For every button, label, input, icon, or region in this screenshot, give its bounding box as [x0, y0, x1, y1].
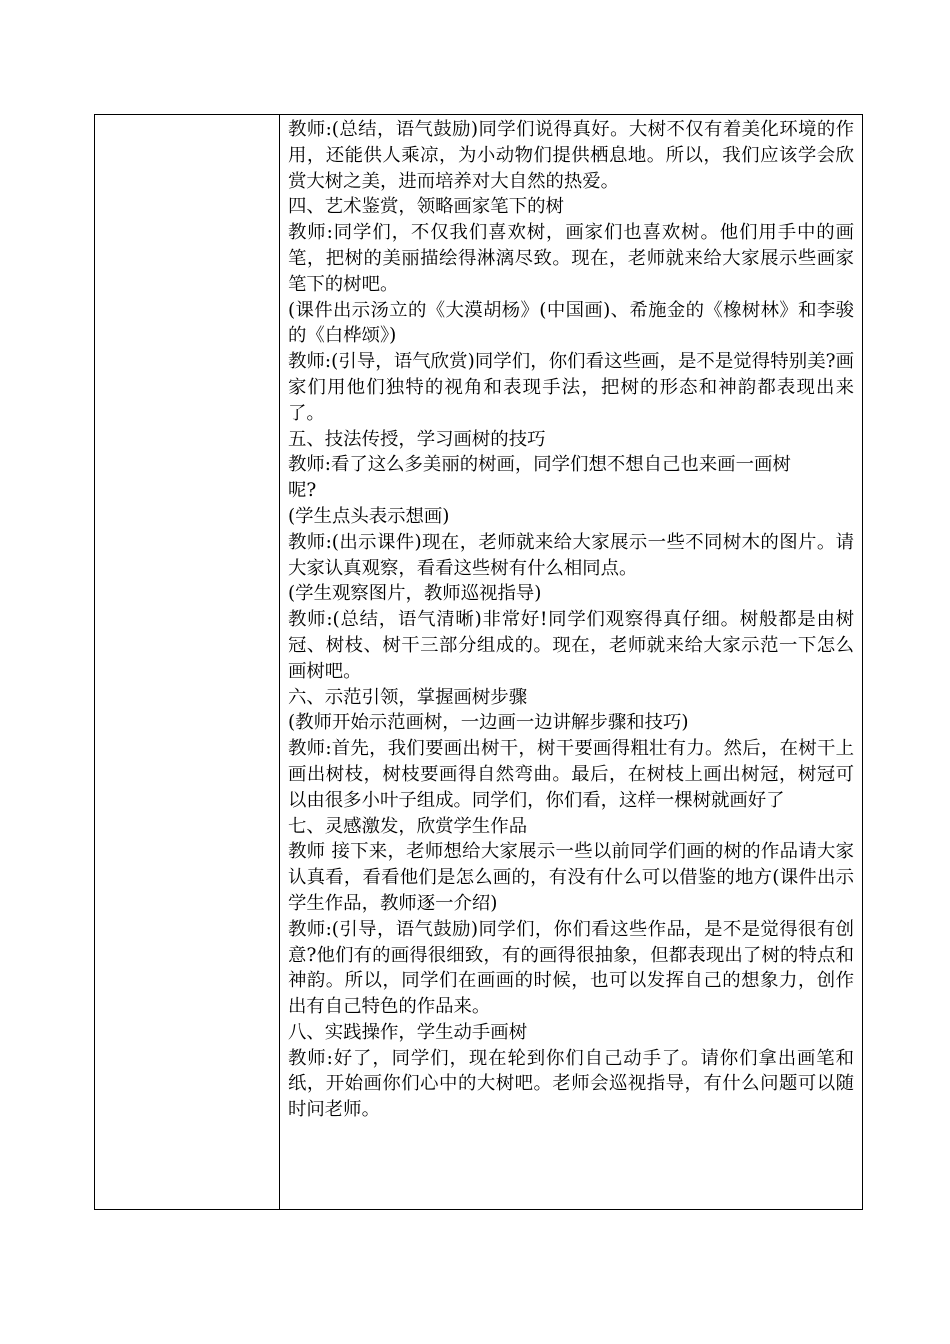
teacher-paragraph: 教师:首先，我们要画出树干，树干要画得粗壮有力。然后，在树干上画出树枝，树枝要画得自然弯曲。最后，在树枝上画出树冠，树冠可以由很多小叶子组成。同学们，你们看，这样一棵树就画好了 — [288, 738, 854, 811]
teacher-paragraph: 教师:(出示课件)现在，老师就来给大家展示一些不同树木的图片。请大家认真观察，看看这些树有什么相同点。 — [288, 531, 854, 579]
student-action-note: (学生观察图片，教师巡视指导) — [288, 583, 542, 605]
teacher-paragraph: 教师:(总结，语气清晰)非常好!同学们观察得真仔细。树般都是由树冠、树枝、树干三部分组成的。现在，老师就来给大家示范一下怎么画树吧。 — [288, 609, 854, 682]
lesson-content — [280, 115, 862, 1123]
table-row — [95, 115, 863, 1210]
teacher-paragraph: 教师 接下来，老师想给大家展示一些以前同学们画的树的作品请大家认真看，看看他们是怎么画的，有没有什么可以借鉴的地方(课件出示学生作品，教师逐一介绍) — [288, 841, 854, 914]
section-heading: 五、技法传授，学习画树的技巧 — [288, 428, 546, 450]
section-heading: 八、实践操作，学生动手画树 — [288, 1021, 528, 1043]
teacher-paragraph: 教师:(引导，语气鼓励)同学们，你们看这些作品，是不是觉得很有创意?他们有的画得很细致，有的画得很抽象，但都表现出了树的特点和神韵。所以，同学们在画画的时候，也可以发挥自己的想象力，创作出有自己特色的作品来。 — [288, 918, 854, 1018]
lesson-content-cell — [280, 115, 863, 1210]
section-heading: 七、灵感激发，欣赏学生作品 — [288, 815, 528, 837]
teacher-action-note: (教师开始示范画树，一边画一边讲解步骤和技巧) — [288, 712, 689, 734]
student-action-note: (学生点头表示想画) — [288, 505, 450, 527]
section-heading: 四、艺术鉴赏，领略画家笔下的树 — [288, 196, 564, 218]
teacher-paragraph: 教师:(引导，语气欣赏)同学们，你们看这些画，是不是觉得特别美?画家们用他们独特的视角和表现手法，把树的形态和神韵都表现出来了。 — [288, 351, 854, 424]
teacher-paragraph: 教师:好了，同学们，现在轮到你们自己动手了。请你们拿出画笔和纸，开始画你们心中的大树吧。老师会巡视指导，有什么问题可以随时问老师。 — [288, 1047, 854, 1121]
left-column-cell — [95, 115, 280, 1210]
teacher-paragraph: 教师:看了这么多美丽的树画，同学们想不想自己也来画一画树 — [288, 454, 791, 476]
section-heading: 六、示范引领，掌握画树步骤 — [288, 686, 528, 708]
lesson-plan-table — [94, 114, 863, 1210]
teacher-paragraph: 教师:同学们，不仅我们喜欢树，画家们也喜欢树。他们用手中的画笔，把树的美丽描绘得淋漓尽致。现在，老师就来给大家展示些画家笔下的树吧。 — [288, 222, 854, 295]
teacher-paragraph-continuation: 呢? — [288, 480, 317, 502]
teacher-paragraph: 教师:(总结，语气鼓励)同学们说得真好。大树不仅有着美化环境的作用，还能供人乘凉，为小动物们提供栖息地。所以，我们应该学会欣赏大树之美，进而培养对大自然的热爱。 — [288, 119, 854, 192]
courseware-note: (课件出示汤立的《大漠胡杨》(中国画)、希施金的《橡树林》和李骏的《白桦颂》) — [288, 299, 854, 347]
